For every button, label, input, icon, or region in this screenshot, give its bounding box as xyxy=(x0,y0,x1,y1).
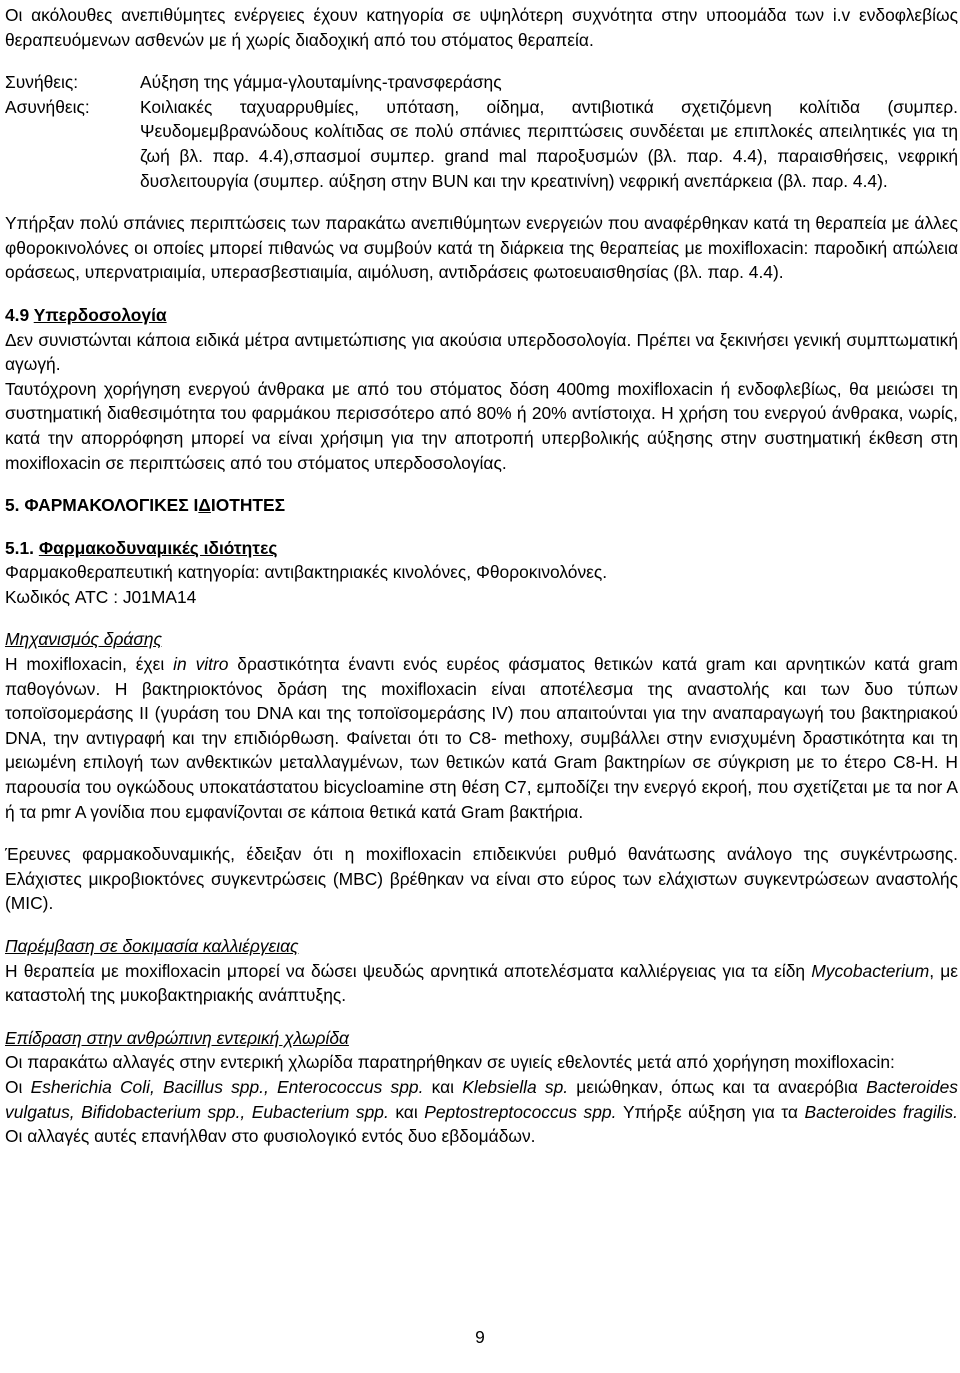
flora-text-3: μειώθηκαν, όπως και τα αναερόβια xyxy=(568,1076,867,1097)
page-number: 9 xyxy=(475,1327,485,1347)
mechanism-text-b: δραστικότητα έναντι ενός ευρέος φάσματος θετικών κατά gram και αρνητικών κατά gram παθογόνων. Η βακτηριοκτόνος δράση της moxifloxacin είναι αποτέλεσμα της αναστολής και των δυο τύπων τοποϊσομεράσης II (γυράση του DNA και της τοποϊσομεράσης IV) που απαιτούνται για την αναπαραγωγή του βακτηριακού DNA, την αντιγραφή και την επιδιόρθωση. Φαίνεται ότι το C8- methoxy, συμβάλλει στην ενισχυμένη δραστικότητα και τη μειωμένη επιλογή των ανθεκτικών μεταλλαγμένων, των θετικών κατά Gram βακτηρίων σε σύγκριση με το έτερο C8-H. Η παρουσία του ογκώδους υποκατάστατου bicycloamine στη θέση C7, εμποδίζει την ενεργό εκροή, που σχετίζεται με τα nor A ή τα pmr A γονίδια που εμφανίζονται σε κάποια θετικά κατά Gram βακτήρια. xyxy=(5,654,958,822)
flora-italic-4: Peptostreptococcus spp. xyxy=(424,1101,617,1122)
section-5-1-title: Φαρμακοδυναμικές ιδιότητες xyxy=(38,537,278,558)
section-5-heading xyxy=(5,493,958,518)
flora-text-1: Οι xyxy=(5,1076,31,1097)
overdose-paragraph-2: Ταυτόχρονη χορήγηση ενεργού άνθρακα με από του στόματος δόση 400mg moxifloxacin ή ενδοφλεβίως, θα μειώσει τη συστηματική διαθεσιμότητα του φαρμάκου περισσότερο από 80% ή 20% αντίστοιχα. Η χρήση του ενεργού άνθρακα, νωρίς, κατά την απορρόφηση μπορεί να είναι χρήσιμη για την αποτροπή υπερβολικής αύξησης στην συστηματική έκθεση στη moxifloxacin σε περιπτώσεις από του στόματος υπερδοσολογίας. xyxy=(5,378,958,473)
mechanism-heading: Μηχανισμός δράσης xyxy=(5,629,162,650)
interference-text-b: , με καταστολή της μυκοβακτηριακής ανάπτυξης. xyxy=(5,960,959,1006)
flora-italic-5: Bacteroides fragilis. xyxy=(804,1101,958,1122)
pharmacotherapeutic-category: Φαρμακοθεραπευτική κατηγορία: αντιβακτηριακές κινολόνες, Φθοροκινολόνες. xyxy=(5,562,608,583)
section-5-title-a: 5. ΦΑΡΜΑΚΟΛΟΓΙΚΕΣ Ι xyxy=(5,495,199,516)
mechanism-paragraph-1 xyxy=(5,652,958,824)
frequency-uncommon-label: Ασυνήθεις: xyxy=(5,96,90,117)
flora-italic-1: Esherichia Coli, Bacillus spp., Enterococcus spp. xyxy=(30,1076,424,1097)
section-5-title-b: Δ xyxy=(198,495,211,516)
interference-heading: Παρέμβαση σε δοκιμασία καλλιέργειας xyxy=(5,936,299,956)
rare-reactions-paragraph: Υπήρξαν πολύ σπάνιες περιπτώσεις των παρακάτω ανεπιθύμητων ενεργειών που αναφέρθηκαν κατά τη θεραπεία με άλλες φθοροκινολόνες οι οποίες μπορεί πιθανώς να συμβούν κατά τη διάρκεια της θεραπείας με moxifloxacin: παροδική απώλεια οράσεως, υπερνατριαιμία, υπερασβεστιαιμία, αιμόλυση, αντιδράσεις φωτοευαισθησίας (βλ. παρ. 4.4). xyxy=(5,213,958,283)
mechanism-text-italic: in vitro xyxy=(173,654,229,675)
overdose-heading xyxy=(5,303,958,328)
frequency-uncommon-text: Κοιλιακές ταχυαρρυθμίες, υπόταση, οίδημα, αντιβιοτικά σχετιζόμενη κολίτιδα (συμπερ. Ψευδομεμβρανώδους κολίτιδας σε πολύ σπάνιες περιπτώσεις συνδέεται με επιπλοκές απειλητικές για τη ζωή βλ. παρ. 4.4),σπασμοί συμπερ. grand mal παροξυσμών (βλ. παρ. 4.4), παραισθήσεις, νεφρική δυσλειτουργία (συμπερ. αύξηση στην BUN και την κρεατινίνη) νεφρική ανεπάρκεια (βλ. παρ. 4.4). xyxy=(140,96,958,191)
flora-paragraph-1: Οι παρακάτω αλλαγές στην εντερική χλωρίδα παρατηρήθηκαν σε υγιείς εθελοντές μετά από χορήγηση moxifloxacin: xyxy=(5,1052,895,1073)
intro-paragraph: Οι ακόλουθες ανεπιθύμητες ενέργειες έχουν κατηγορία σε υψηλότερη συχνότητα στην υποομάδα των i.v ενδοφλεβίως θεραπευόμενων ασθενών με ή χωρίς διαδοχική από του στόματος θεραπεία. xyxy=(5,5,958,50)
flora-italic-2: Klebsiella sp. xyxy=(462,1076,569,1097)
interference-paragraph xyxy=(5,959,958,1008)
section-5-1-heading xyxy=(5,536,958,561)
flora-text-6: Οι αλλαγές αυτές επανήλθαν στο φυσιολογικό εντός δυο εβδομάδων. xyxy=(5,1126,536,1147)
mechanism-text-a: Η moxifloxacin, έχει xyxy=(5,654,174,675)
flora-paragraph-2 xyxy=(5,1075,958,1149)
frequency-common-row xyxy=(5,70,958,95)
document-page xyxy=(5,3,958,1149)
flora-text-5: Υπήρξε αύξηση για τα xyxy=(616,1101,805,1122)
flora-italic-3: Bacteroides vulgatus, Bifidobacterium spp., Eubacterium spp. xyxy=(5,1076,958,1122)
frequency-common-text: Αύξηση της γάμμα-γλουταμίνης-τρανσφεράσης xyxy=(140,72,502,93)
flora-text-4: και xyxy=(388,1101,425,1122)
overdose-paragraph-1: Δεν συνιστώνται κάποια ειδικά μέτρα αντιμετώπισης για ακούσια υπερδοσολογία. Πρέπει να ξεκινήσει γενική συμπτωματική αγωγή. xyxy=(5,329,958,375)
interference-text-a: Η θεραπεία με moxifloxacin μπορεί να δώσει ψευδώς αρνητικά αποτελέσματα καλλιέργειας για τα είδη xyxy=(5,960,812,981)
section-5-title-c: ΙΟΤΗΤΕΣ xyxy=(210,495,286,516)
overdose-title: Υπερδοσολογία xyxy=(33,304,167,325)
frequency-common-label: Συνήθεις: xyxy=(5,72,79,93)
atc-code: Κωδικός ATC : J01MA14 xyxy=(5,586,197,607)
section-5-1-number: 5.1. xyxy=(5,537,35,558)
flora-text-2: και xyxy=(423,1076,463,1097)
interference-text-italic: Mycobacterium xyxy=(811,960,930,981)
frequency-uncommon-row xyxy=(5,95,958,193)
mechanism-paragraph-2: Έρευνες φαρμακοδυναμικής, έδειξαν ότι η moxifloxacin επιδεικνύει ρυθμό θανάτωσης ανάλογο της συγκέντρωσης. Ελάχιστες μικροβιοκτόνες συγκεντρώσεις (MBC) βρέθηκαν να είναι στο εύρος των ελάχιστων συγκεντρώσεων αναστολής (MIC). xyxy=(5,844,958,914)
overdose-number: 4.9 xyxy=(5,304,30,325)
flora-heading: Επίδραση στην ανθρώπινη εντερική χλωρίδα xyxy=(5,1027,349,1048)
